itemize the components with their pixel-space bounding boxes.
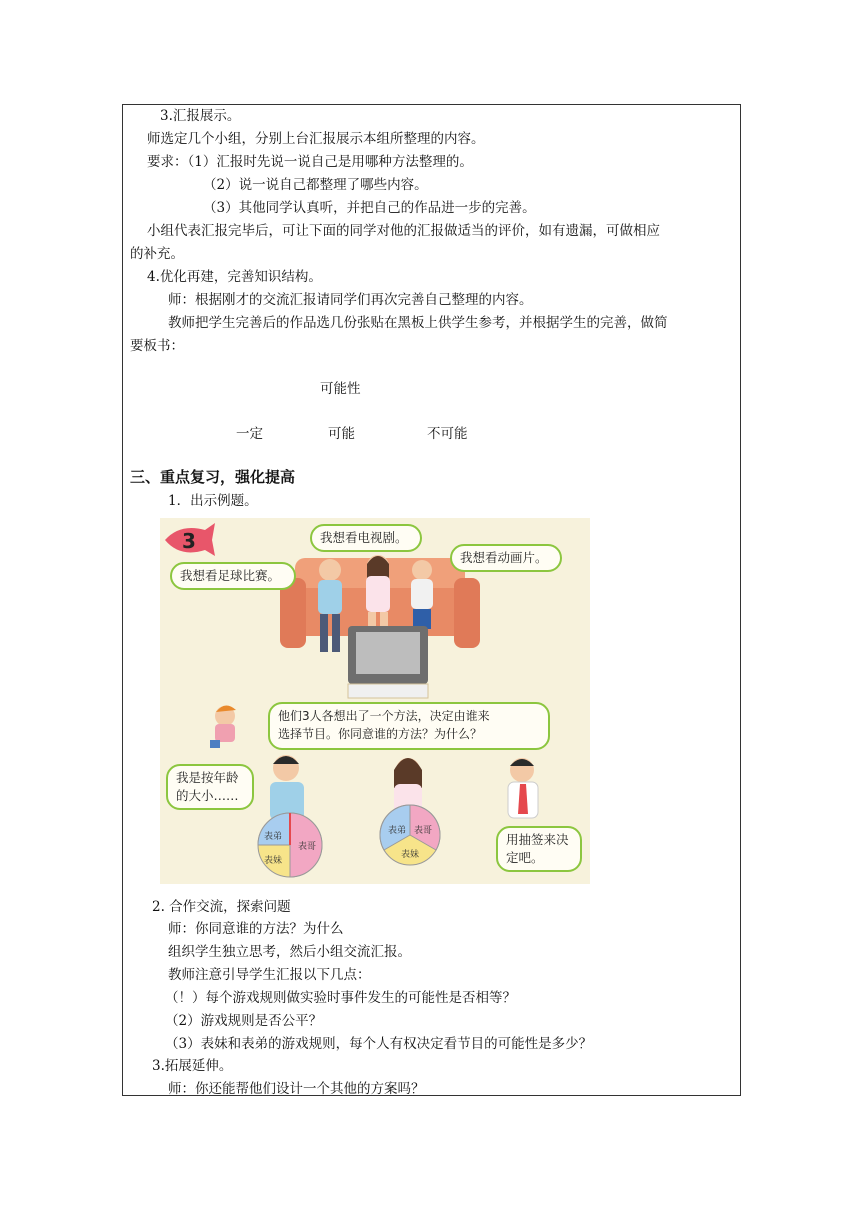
question-line: 他们3人各想出了一个方法，决定由谁来 <box>278 709 490 723</box>
age-method-bubble <box>166 764 254 810</box>
speech-bubble-tv-drama: 我想看电视剧。 <box>310 524 422 552</box>
requirement-2: （2）说一说自己都整理了哪些内容。 <box>203 177 428 193</box>
draw-lots-bubble <box>496 826 582 872</box>
draw-lots-line: 用抽签来决 <box>506 832 569 847</box>
example-number: 3 <box>182 529 196 553</box>
board-item: 可能 <box>328 426 355 442</box>
paragraph: 师：根据刚才的交流汇报请同学们再次完善自己整理的内容。 <box>168 292 533 308</box>
example-illustration <box>160 518 590 884</box>
pie-label: 表哥 <box>414 826 433 836</box>
age-method-line: 我是按年龄 <box>176 770 239 785</box>
paragraph: 教师把学生完善后的作品选几份张贴在黑板上供学生参考，并根据学生的完善，做简 <box>168 315 668 331</box>
draw-lots-line: 定吧。 <box>506 850 544 865</box>
paragraph: 师：你同意谁的方法？为什么 <box>168 921 344 937</box>
pie-label: 表弟 <box>388 826 407 836</box>
step-3-heading: 3.汇报展示。 <box>160 108 241 124</box>
step-2-heading: 2. 合作交流，探索问题 <box>152 899 291 915</box>
requirement-1: 要求：（1）汇报时先说一说自己是用哪种方法整理的。 <box>147 154 473 170</box>
item-1-label: 1．出示例题。 <box>168 493 258 509</box>
step-4-heading: 4.优化再建，完善知识结构。 <box>147 269 322 285</box>
requirement-3: （3）其他同学认真听，并把自己的作品进一步的完善。 <box>203 200 536 216</box>
discussion-point: （！）每个游戏规则做实验时事件发生的可能性是否相等？ <box>165 990 516 1006</box>
speech-bubble-football: 我想看足球比赛。 <box>170 562 296 590</box>
pie-chart-unequal <box>258 813 322 877</box>
paragraph-continued: 要板书： <box>130 338 184 354</box>
board-item: 不可能 <box>427 426 468 442</box>
board-title: 可能性 <box>320 381 361 397</box>
section-heading: 三、重点复习，强化提高 <box>130 468 296 486</box>
television-icon <box>348 626 428 698</box>
age-method-line: 的大小…… <box>176 788 239 803</box>
pie-label: 表妹 <box>401 850 420 860</box>
pie-label: 表妹 <box>264 856 283 866</box>
discussion-point: （2）游戏规则是否公平？ <box>165 1013 323 1029</box>
board-item: 一定 <box>236 426 263 442</box>
discussion-point: （3）表妹和表弟的游戏规则，每个人有权决定看节目的可能性是多少？ <box>165 1036 593 1052</box>
paragraph: 小组代表汇报完毕后，可让下面的同学对他的汇报做适当的评价，如有遗漏，可做相应 <box>147 223 660 239</box>
younger-brother-icon <box>508 758 538 818</box>
paragraph: 师选定几个小组，分别上台汇报展示本组所整理的内容。 <box>147 131 485 147</box>
question-bubble <box>268 702 550 750</box>
paragraph: 教师注意引导学生汇报以下几点： <box>168 967 371 983</box>
step-3-extension-heading: 3.拓展延伸。 <box>152 1058 233 1074</box>
pie-label: 表弟 <box>264 832 283 842</box>
question-line: 选择节目。你同意谁的方法？为什么？ <box>278 727 483 741</box>
paragraph: 师：你还能帮他们设计一个其他的方案吗？ <box>168 1081 425 1097</box>
paragraph: 组织学生独立思考，然后小组交流汇报。 <box>168 944 411 960</box>
flying-child-icon <box>210 705 236 748</box>
speech-bubble-cartoon: 我想看动画片。 <box>450 544 562 572</box>
paragraph-continued: 的补充。 <box>130 246 184 262</box>
pie-chart-equal <box>380 805 440 865</box>
older-cousin-icon <box>270 755 304 820</box>
pie-label: 表哥 <box>298 842 317 852</box>
